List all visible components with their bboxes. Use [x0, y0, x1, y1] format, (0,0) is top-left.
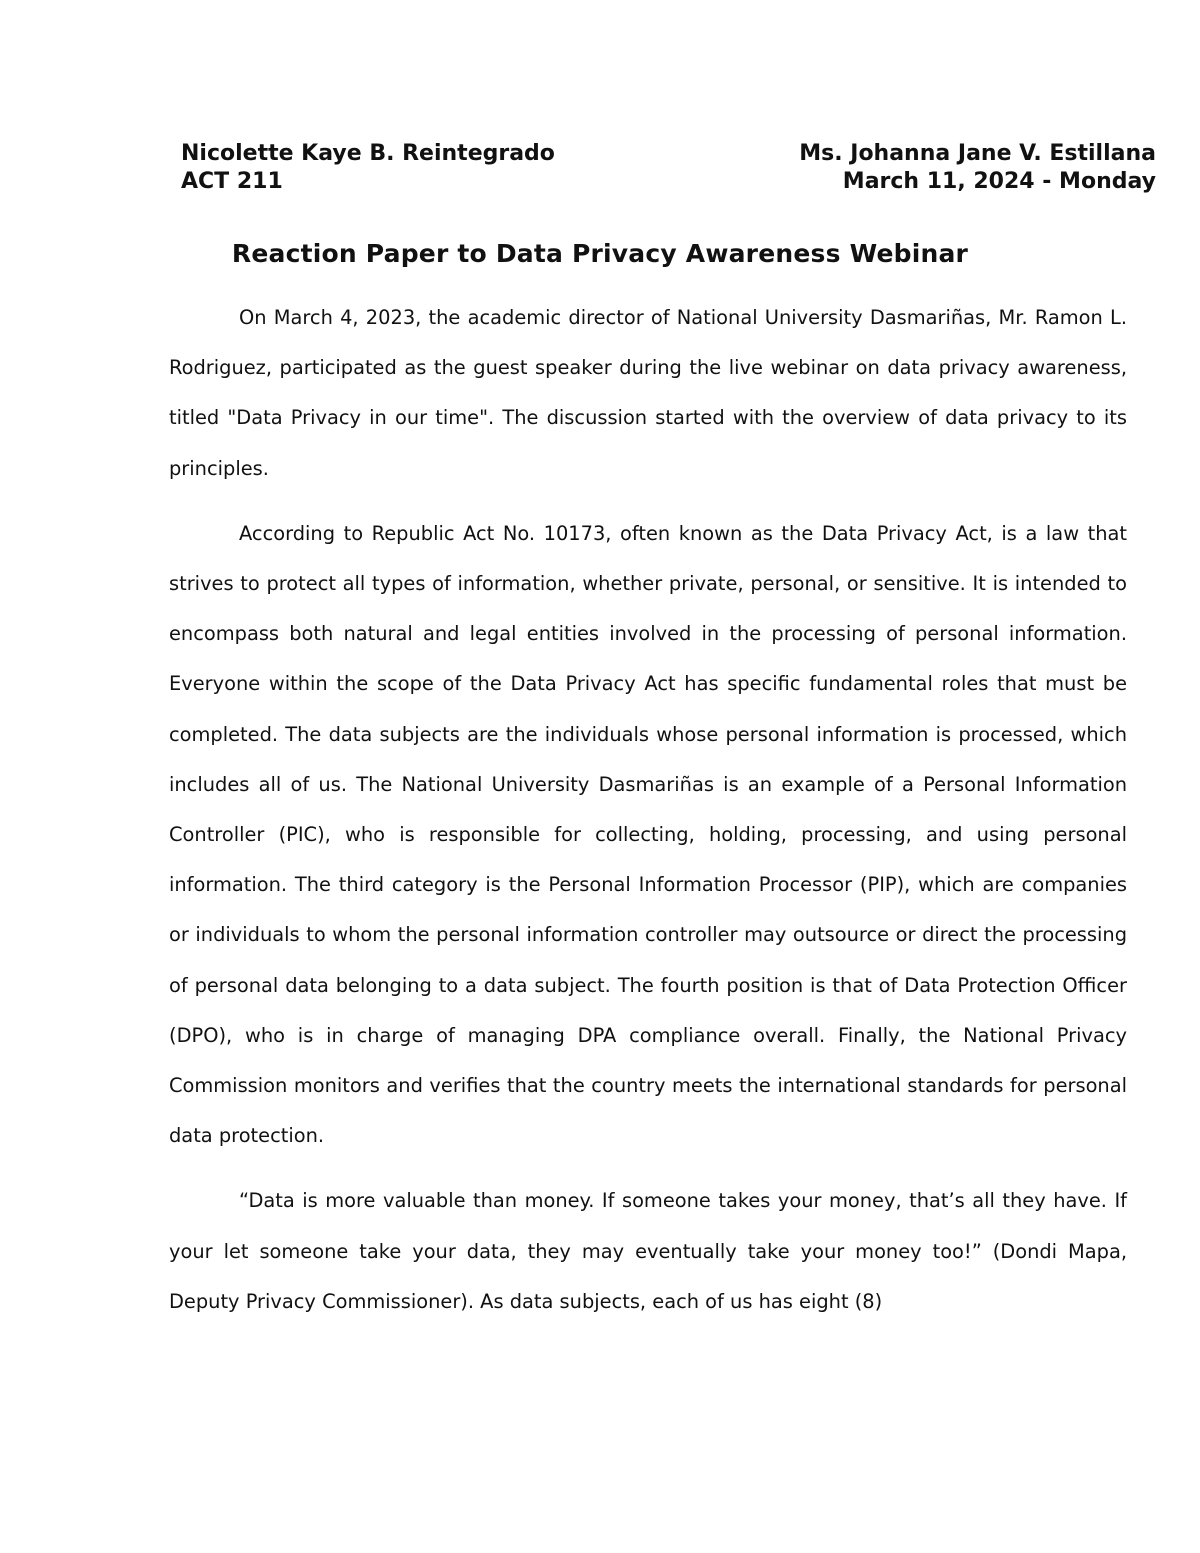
instructor-name: Ms. Johanna Jane V. Estillana — [799, 141, 1156, 166]
paragraph-3: “Data is more valuable than money. If someone takes your money, that’s all they have. If your let someone take your data, they may eventually take your money too!” (Dondi Mapa, Deputy Privacy Commissioner). As data subjects, each of us has eight (8) — [169, 1189, 1127, 1313]
submission-date: March 11, 2024 - Monday — [842, 169, 1156, 194]
header-row-2 — [181, 168, 1156, 196]
document-title: Reaction Paper to Data Privacy Awareness Webinar — [231, 239, 969, 268]
student-name: Nicolette Kaye B. Reintegrado — [181, 141, 555, 166]
header-row-1 — [181, 140, 1156, 168]
paragraph-2: According to Republic Act No. 10173, often known as the Data Privacy Act, is a law that strives to protect all types of information, whether private, personal, or sensitive. It is intended to encompass both natural and legal entities involved in the processing of personal information. Everyone within the scope of the Data Privacy Act has specific fundamental roles that must be completed. The data subjects are the individuals whose personal information is processed, which includes all of us. The National University Dasmariñas is an example of a Personal Information Controller (PIC), who is responsible for collecting, holding, processing, and using personal information. The third category is the Personal Information Processor (PIP), which are companies or individuals to whom the personal information controller may outsource or direct the processing of personal data belonging to a data subject. The fourth position is that of Data Protection Officer (DPO), who is in charge of managing DPA compliance overall. Finally, the National Privacy Commission monitors and verifies that the country meets the international standards for personal data protection. — [169, 521, 1127, 1148]
paragraph-1: On March 4, 2023, the academic director of National University Dasmariñas, Mr. Ramon L. Rodriguez, participated as the guest speaker during the live webinar on data privacy awareness, titled "Data Privacy in our time". The discussion started with the overview of data privacy to its principles. — [169, 306, 1127, 480]
document-header — [181, 140, 1156, 196]
document-body — [169, 293, 1127, 1342]
course-code: ACT 211 — [181, 169, 283, 194]
